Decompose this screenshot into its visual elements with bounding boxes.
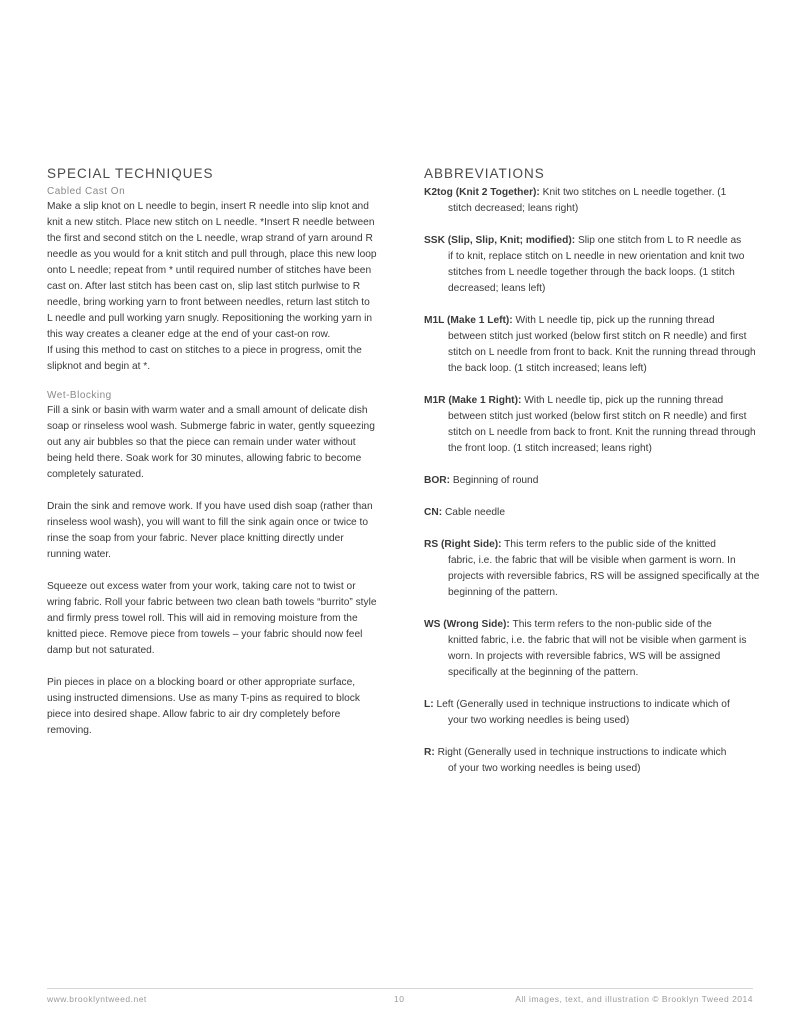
page-number: 10	[394, 994, 405, 1004]
cabled-cast-on-paragraph: If using this method to cast on stitches to a piece in progress, omit the slipknot and begin at *.	[47, 345, 362, 372]
abbreviation-definition-continued: knitted fabric, i.e. the fabric that will not be visible when garment is worn. In projects with reversible fabrics, WS will be assigned specifically at the beginning of the pattern.	[448, 635, 747, 678]
abbreviation-term: R:	[424, 747, 435, 758]
abbreviation-term: RS (Right Side):	[424, 539, 502, 550]
special-techniques-section	[47, 166, 377, 739]
abbreviation-definition: Beginning of round	[450, 475, 539, 486]
abbreviations-section	[424, 166, 764, 793]
wet-blocking-subtitle: Wet-Blocking	[47, 390, 112, 401]
abbreviation-definition: This term refers to the non-public side of the	[509, 619, 712, 630]
abbreviation-definition-continued: if to knit, replace stitch on L needle in new orientation and knit two stitches from L needle together through the back loops. (1 stitch decreased; leans left)	[448, 251, 745, 294]
wet-blocking-paragraph: Pin pieces in place on a blocking board or other appropriate surface, using instructed dimensions. Use as many T-pins as required to block piece into desired shape. Allow fabric to air dry completely before removing.	[47, 677, 360, 736]
abbreviation-term: BOR:	[424, 475, 451, 486]
abbreviation-definition: Knit two stitches on L needle together. (1	[539, 187, 727, 198]
abbreviation-term: M1L (Make 1 Left):	[424, 315, 513, 326]
abbreviation-entry	[424, 697, 764, 729]
abbreviations-title: ABBREVIATIONS	[424, 166, 545, 181]
abbreviation-definition-continued: between stitch just worked (below first stitch on R needle) and first stitch on L needle from back to front. Knit the running thread through the front loop. (1 stitch increased; leans right)	[448, 411, 756, 454]
abbreviation-entry	[424, 537, 764, 601]
abbreviation-definition: This term refers to the public side of the knitted	[501, 539, 716, 550]
abbreviation-definition-continued: of your two working needles is being used)	[448, 763, 641, 774]
abbreviation-entry	[424, 313, 764, 377]
abbreviation-term: WS (Wrong Side):	[424, 619, 510, 630]
wet-blocking-paragraph: Drain the sink and remove work. If you have used dish soap (rather than rinseless wool wash), you will want to fill the sink again once or twice to rinse the soap from your fabric. Never place knitting directly under running water.	[47, 501, 373, 560]
abbreviation-definition: Cable needle	[442, 507, 505, 518]
abbreviation-definition-continued: between stitch just worked (below first stitch on R needle) and first stitch on L needle from front to back. Knit the running thread through the back loop. (1 stitch increased; leans left)	[448, 331, 756, 374]
abbreviation-definition-continued: your two working needles is being used)	[448, 715, 630, 726]
abbreviation-definition: With L needle tip, pick up the running thread	[521, 395, 724, 406]
abbreviation-entry	[424, 233, 764, 297]
abbreviation-term: K2tog (Knit 2 Together):	[424, 187, 540, 198]
abbreviation-definition-continued: fabric, i.e. the fabric that will be visible when garment is worn. In projects with reversible fabrics, RS will be assigned specifically at the beginning of the pattern.	[448, 555, 760, 598]
wet-blocking-paragraph: Squeeze out excess water from your work, taking care not to twist or wring fabric. Roll your fabric between two clean bath towels “burrito” style and firmly press towel roll. This will aid in removing moisture from the knitted piece. Remove piece from towels – your fabric should now feel damp but not saturated.	[47, 581, 377, 656]
abbreviation-term: L:	[424, 699, 434, 710]
abbreviation-entry	[424, 617, 764, 681]
abbreviation-definition: With L needle tip, pick up the running thread	[512, 315, 715, 326]
abbreviation-entry	[424, 393, 764, 457]
abbreviation-entry	[424, 745, 764, 777]
abbreviation-entry	[424, 505, 764, 521]
abbreviation-definition: Right (Generally used in technique instructions to indicate which	[434, 747, 727, 758]
abbreviation-definition-continued: stitch decreased; leans right)	[448, 203, 579, 214]
abbreviation-entry	[424, 473, 764, 489]
abbreviation-term: CN:	[424, 507, 443, 518]
cabled-cast-on-paragraph: Make a slip knot on L needle to begin, insert R needle into slip knot and knit a new stitch. Place new stitch on L needle. *Insert R needle between the first and second stitch on the L needle, wrap strand of yarn around R needle as you would for a knit stitch and pull through, place this new loop onto L needle; repeat from * until required number of stitches have been cast on. After last stitch has been cast on, slip last stitch purlwise to R needle, bring working yarn to front between needles, return last stitch to L needle and pull working yarn snugly. Repositioning the working yarn in this way creates a cleaner edge at the end of your cast-on row.	[47, 201, 377, 340]
special-techniques-title: SPECIAL TECHNIQUES	[47, 166, 214, 181]
cabled-cast-on-subtitle: Cabled Cast On	[47, 186, 126, 197]
footer-divider	[47, 988, 753, 989]
wet-blocking-paragraph: Fill a sink or basin with warm water and a small amount of delicate dish soap or rinseless wool wash. Submerge fabric in water, gently squeezing out any air bubbles so that the piece can remain under water without being held there. Soak work for 30 minutes, allowing fabric to become completely saturated.	[47, 405, 375, 480]
abbreviation-definition: Left (Generally used in technique instructions to indicate which of	[433, 699, 730, 710]
abbreviation-term: SSK (Slip, Slip, Knit; modified):	[424, 235, 576, 246]
abbreviation-definition: Slip one stitch from L to R needle as	[575, 235, 742, 246]
footer-copyright: All images, text, and illustration © Brooklyn Tweed 2014	[515, 994, 753, 1004]
abbreviation-term: M1R (Make 1 Right):	[424, 395, 522, 406]
abbreviation-entry	[424, 185, 764, 217]
footer-website-link[interactable]: www.brooklyntweed.net	[47, 994, 147, 1004]
